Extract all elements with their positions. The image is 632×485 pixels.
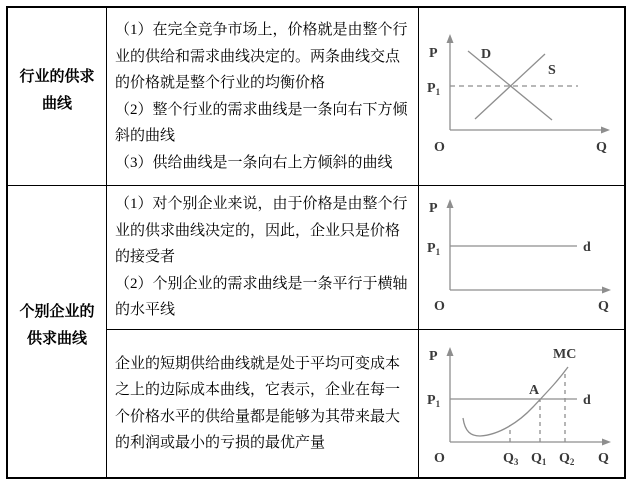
origin-label: O bbox=[434, 451, 445, 466]
row1-header-cell bbox=[8, 8, 107, 186]
row1-paragraph-2: （2）整个行业的需求曲线是一条向右下方倾斜的曲线 bbox=[115, 101, 408, 144]
q3-label: $Q_3$ bbox=[503, 451, 519, 467]
d-line-label: d bbox=[583, 393, 591, 408]
q-axis-label: Q bbox=[598, 451, 609, 466]
row2-header-cell bbox=[8, 186, 107, 477]
row2b-paragraph-1: 企业的短期供给曲线就是处于平均可变成本之上的边际成本曲线，它表示，企业在每一个价格水平的供给量都是能够为其带来最大的利润或最小的亏损的最优产量 bbox=[115, 355, 401, 451]
q-axis-label: Q bbox=[598, 299, 609, 314]
supply-curve-label: S bbox=[548, 63, 556, 78]
row1-paragraph-1: （1）在完全竞争市场上，价格就是由整个行业的供给和需求曲线决定的。两条曲线交点的价格就是整个行业的均衡价格 bbox=[115, 22, 408, 91]
p1-label: $P_1$ bbox=[427, 241, 441, 257]
marginal-cost-curve bbox=[463, 367, 568, 436]
q-axis-arrow-icon bbox=[602, 287, 611, 294]
q2-label: $Q_2$ bbox=[559, 451, 575, 467]
p-axis-label: P bbox=[429, 46, 438, 61]
origin-label: O bbox=[434, 299, 445, 314]
row1-paragraph-3: （3）供给曲线是一条向右上方倾斜的曲线 bbox=[115, 154, 393, 171]
row2b-text-cell bbox=[107, 330, 419, 477]
q-axis-label: Q bbox=[596, 140, 607, 155]
row1-text-cell bbox=[107, 8, 419, 186]
p-axis-label: P bbox=[429, 349, 438, 364]
firm-demand-diagram bbox=[419, 186, 624, 329]
supply-demand-table bbox=[6, 6, 626, 479]
p-axis-label: P bbox=[429, 201, 438, 216]
demand-curve-label: D bbox=[481, 47, 492, 62]
industry-supply-demand-diagram bbox=[419, 8, 624, 185]
p1-label: $P_1$ bbox=[427, 81, 441, 97]
origin-label: O bbox=[434, 140, 445, 155]
q-axis-arrow-icon bbox=[602, 439, 611, 446]
mc-curve-label: MC bbox=[553, 347, 577, 362]
row2a-paragraph-2: （2）个别企业的需求曲线是一条平行于横轴的水平线 bbox=[115, 275, 408, 319]
firm-mc-diagram bbox=[419, 330, 624, 477]
row2-header-label: 个别企业的供求曲线 bbox=[19, 303, 95, 347]
firm-demand-diagram-cell bbox=[419, 186, 624, 330]
row2a-text-cell bbox=[107, 186, 419, 330]
firm-mc-diagram-cell bbox=[419, 330, 624, 477]
p-axis-arrow-icon bbox=[447, 347, 454, 356]
p-axis-arrow-icon bbox=[447, 199, 454, 208]
d-line-label: d bbox=[583, 240, 591, 255]
industry-diagram-cell bbox=[419, 8, 624, 186]
row1-header-label: 行业的供求曲线 bbox=[19, 68, 95, 112]
row2a-paragraph-1: （1）对个别企业来说，由于价格是由整个行业的供求曲线决定的，因此，企业只是价格的接受者 bbox=[115, 196, 408, 266]
a-point-label: A bbox=[529, 383, 540, 398]
p-axis-arrow-icon bbox=[447, 34, 454, 43]
q1-label: $Q_1$ bbox=[531, 451, 547, 467]
q-axis-arrow-icon bbox=[601, 127, 610, 134]
p1-label: $P_1$ bbox=[427, 393, 441, 409]
